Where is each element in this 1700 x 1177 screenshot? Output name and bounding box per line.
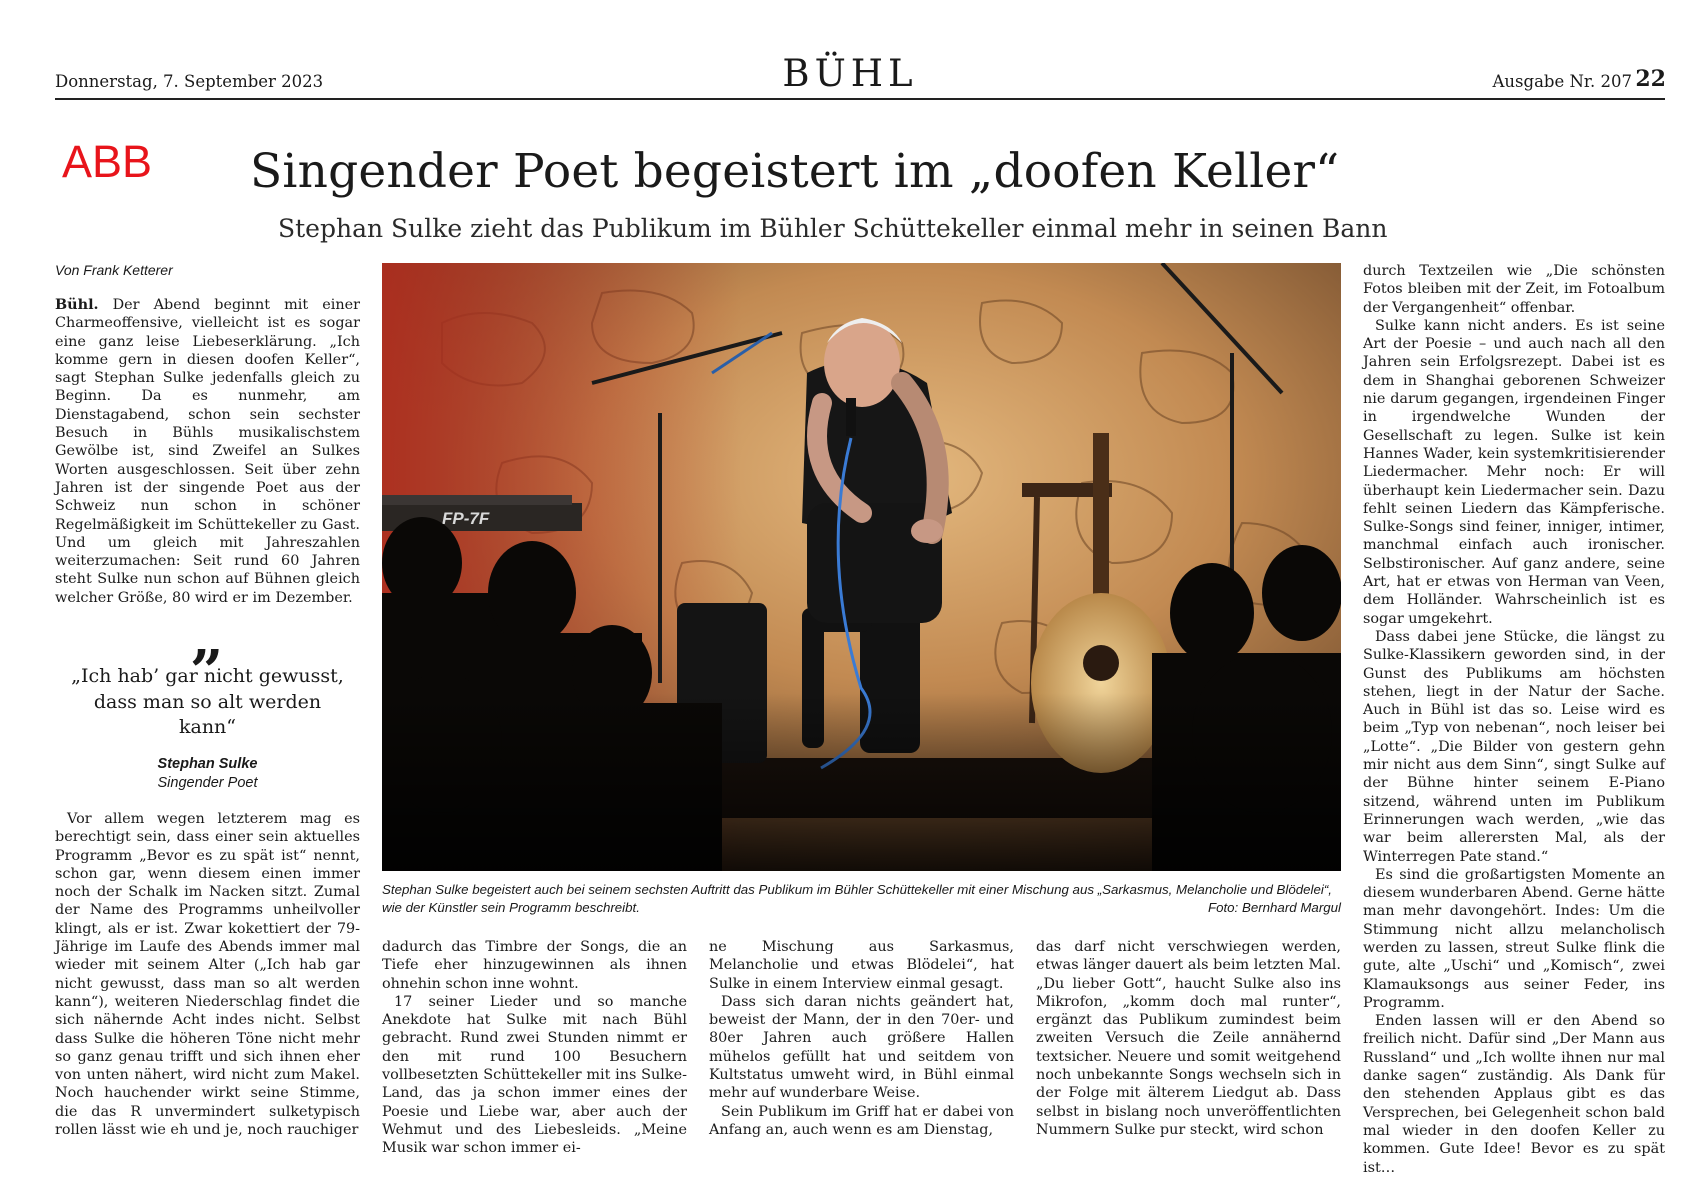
column-4-body — [1036, 938, 1341, 1139]
paragraph: Enden lassen will er den Abend so freilich nicht. Dafür sind „Der Mann aus Russland“ und „Ich wollte ihnen nur mal danke sagen“ zuständig. Als Dank für den stehenden Applaus gibt es das Versprechen, bei Gelegenheit schon bald mal wieder in den doofen Keller zu kommen. Gute Idee! Bevor es zu spät ist… — [1363, 1013, 1665, 1176]
paragraph: 17 seiner Lieder und so manche Anekdote hat Sulke mit nach Bühl gebracht. Rund zwei Stunden nimmt er den mit rund 100 Besuchern vollbesetzten Schüttekeller mit ins Sulke-Land, das ja schon immer eines der Poesie und Liebe war, aber auch der Wehmut und des Liebesleids. „Meine Musik war schon immer ei- — [382, 993, 687, 1157]
pull-quote: „Ich hab’ gar nicht gewusst, dass man so alt werden kann“ — [71, 665, 344, 738]
dateline: Bühl. — [55, 296, 99, 313]
keyboard-label: FP-7F — [442, 509, 490, 528]
intro-text: Der Abend beginnt mit einer Charmeoffensive, vielleicht ist es sogar eine ganz leise Liebeserklärung. „Ich komme gern in diesen doofen Keller“, sagt Stephan Sulke jedenfalls gleich zu Beginn. Da es nunmehr, am Dienstagabend, schon sein sechster Besuch in Bühls musikalischstem Gewölbe ist, sind Zweifel an Sulkes Worten ausgeschlossen. Seit über zehn Jahren ist der singende Poet aus der Schweiz nun schon in schöner Regelmäßigkeit im Schüttekeller zu Gast. Und um gleich mit Jahreszahlen weiterzumachen: Seit rund 60 Jahren steht Sulke nun schon auf Bühnen gleich welcher Größe, 80 wird er im Dezember. — [55, 297, 360, 606]
paragraph: Es sind die großartigsten Momente an diesem wunderbaren Abend. Gerne hätte man mehr davongehört. Indes: Um die Stimmung nicht allzu melancholisch werden zu lassen, streut Sulke flink die gute, alte „Uschi“ und „Komisch“, zwei Klamauksongs aus seiner Feder, ins Programm. — [1363, 866, 1665, 1011]
paragraph: dadurch das Timbre der Songs, die an Tiefe eher hinzugewinnen als ihnen ohnehin schon inne wohnt. — [382, 939, 687, 992]
article-headline: Singender Poet begeistert im „doofen Keller“ — [250, 144, 1340, 199]
paragraph: Vor allem wegen letzterem mag es berechtigt sein, dass einer sein aktuelles Programm „Bevor es zu spät ist“ nennt, schon gar, wenn diesem einen immer noch der Schalk im Nacken sitzt. Zumal der Name des Programms unheilvoller klingt, als er ist. Zwar kokettiert der 79-Jährige im Laufe des Abends immer mal wieder mit seinem Alter („Ich hab gar nicht gewusst, dass man so alt werden kann“), weiteren Niederschlag findet die sich nähernde Acht indes nicht. Selbst dass Sulke die höheren Töne nicht mehr so ganz genau trifft und sich ihnen eher von unten nähert, wird nicht zum Makel. Noch hauchender wirkt seine Stimme, die das R unvermindert sulketypisch rollen lässt wie eh und je, noch rauchiger — [55, 811, 360, 1139]
photo-credit: Foto: Bernhard Margul — [1207, 900, 1341, 915]
column-1-body — [55, 810, 360, 1139]
paragraph: durch Textzeilen wie „Die schönsten Fotos bleiben mit der Zeit, im Fotoalbum der Vergangenheit“ offenbar. — [1363, 263, 1665, 316]
column-3-body — [709, 938, 1014, 1139]
guitar-neck — [1093, 433, 1109, 603]
paragraph: Dass dabei jene Stücke, die längst zu Sulke-Klassikern geworden sind, in der Gunst des Publikums am höchsten stehen, liegt in der Natur der Sache. Auch in Bühl ist das so. Leise wird es beim „Typ von nebenan“, noch leiser bei „Lotte“. „Die Bilder von gestern gehn mir nicht aus dem Sinn“, singt Sulke auf der Bühne hinter seinem E-Piano sitzend, während unten im Publikum Erinnerungen wach werden, „wie das war beim allerersten Mal, als der Winterregen Pate stand.“ — [1363, 628, 1665, 865]
article-photo — [382, 263, 1341, 871]
edition-date: Donnerstag, 7. September 2023 — [55, 72, 324, 91]
paragraph: Sulke kann nicht anders. Es ist seine Art der Poesie – und auch nach all den Jahren sein Erfolgsrezept. Dabei ist es dem in Shanghai geborenen Schweizer nie darum gegangen, irgendeinen Finger in irgendwelche Wunden der Gesellschaft zu legen. Sulke ist kein Hannes Wader, kein systemkritisierender Liedermacher. Mehr noch: Er will überhaupt kein Liedermacher sein. Dazu fehlt seinen Liedern das Kämpferische. Sulke-Songs sind feiner, inniger, intimer, manchmal einfach auch ironischer. Selbstironischer. Auf ganz andere, seine Art, hat er etwas von Herman van Veen, dem Holländer. Wahrscheinlich ist es sogar umgekehrt. — [1363, 317, 1665, 627]
caption-text: Stephan Sulke begeistert auch bei seinem sechsten Auftritt das Publikum im Bühler Schüttekeller mit einer Mischung aus „Sarkasmus, Melancholie und Blödelei“, wie der Künstler sein Programm beschreibt. — [382, 882, 1332, 915]
quote-author-role: Singender Poet — [157, 775, 258, 791]
column-2-body — [382, 938, 687, 1158]
byline: Von Frank Ketterer — [55, 262, 173, 278]
paragraph: ne Mischung aus Sarkasmus, Melancholie und etwas Blödelei“, hat Sulke in einem Interview einmal gesagt. — [709, 939, 1014, 992]
paragraph: Sein Publikum im Griff hat er dabei von Anfang an, auch wenn es am Dienstag, — [709, 1103, 1014, 1138]
header-rule — [55, 98, 1665, 100]
quote-mark-icon: „ — [190, 604, 225, 672]
quote-author: Stephan Sulke — [157, 756, 258, 772]
intro-paragraph — [55, 296, 360, 607]
section-title: BÜHL — [782, 52, 918, 95]
article-subheadline: Stephan Sulke zieht das Publikum im Bühler Schüttekeller einmal mehr in seinen Bann — [278, 214, 1388, 243]
paragraph: das darf nicht verschwiegen werden, etwas länger dauert als beim letzten Mal. „Du lieber Gott“, haucht Sulke also ins Mikrofon, „komm doch mal runter“, ergänzt das Publikum zumindest beim zweiten Versuch die Zeile annähernd textsicher. Neuere und somit weitgehend noch unbekannte Songs wechseln sich in der Folge mit älterem Liedgut ab. Dass selbst in bislang noch unveröffentlichten Nummern Sulke pur steckt, wird schon — [1036, 939, 1341, 1138]
issue-number: Ausgabe Nr. 207 — [1492, 72, 1632, 91]
photo-caption — [382, 881, 1341, 917]
paragraph: Dass sich daran nichts geändert hat, beweist der Mann, der in den 70er- und 80er Jahren auch größere Hallen mühelos gefüllt hat und seitdem von Kultstatus umweht wird, in Bühl einmal mehr auf wunderbare Weise. — [709, 993, 1014, 1102]
page-number: 22 — [1635, 66, 1666, 92]
column-5-body — [1363, 262, 1665, 1177]
abb-badge: ABB — [62, 136, 153, 187]
